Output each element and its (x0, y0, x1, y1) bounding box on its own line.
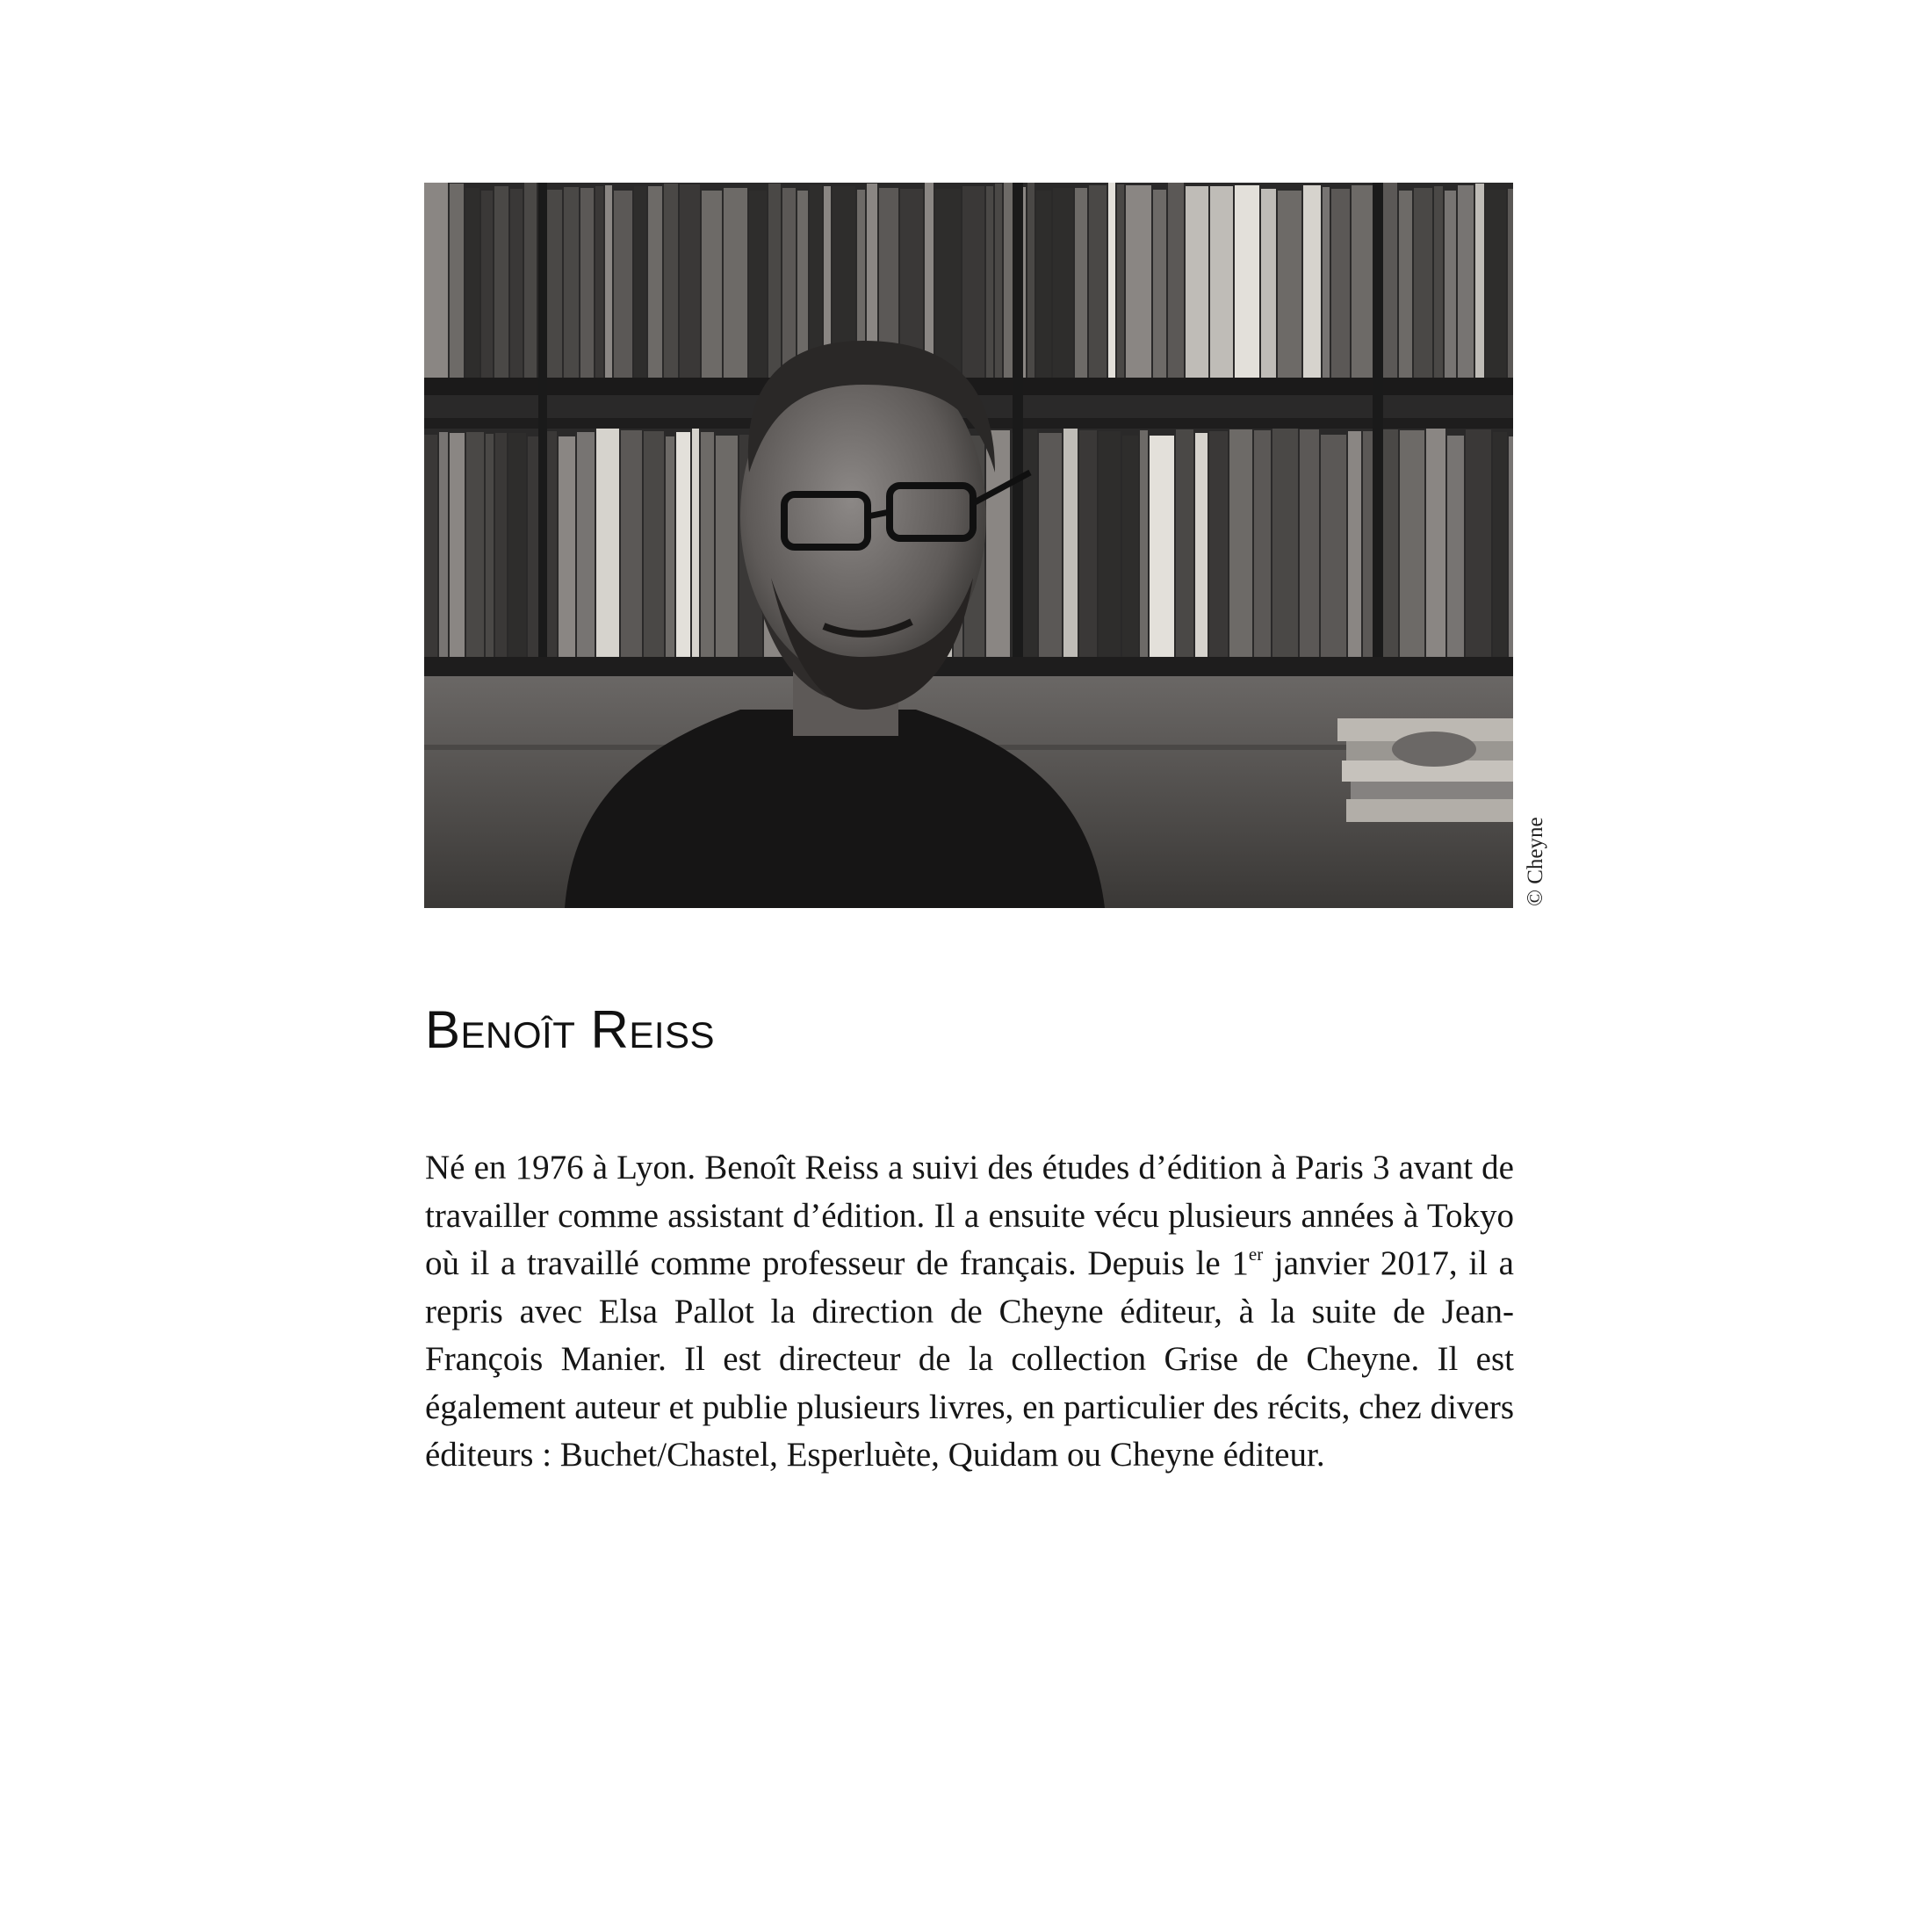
author-photo-image (424, 183, 1513, 908)
author-photo (424, 183, 1513, 908)
author-name: Benoît Reiss (425, 1000, 716, 1059)
bio-superscript: er (1248, 1244, 1264, 1265)
bio-text-2: janvier 2017, il a repris avec Elsa Pallot la direction de Cheyne éditeur, à la suite de Jean-François Manier. Il est directeur de la collection Grise de Cheyne. Il est également auteur et publie plusieurs livres, en particulier des récits, chez divers éditeurs : Buchet/Chastel, Esperluète, Quidam ou Cheyne éditeur. (425, 1244, 1514, 1474)
bio-text-1: Né en 1976 à Lyon. Benoît Reiss a suivi des études d’édition à Paris 3 avant de travailler comme assistant d’édition. Il a ensuite vécu plusieurs années à Tokyo où il a travaillé comme professeur de français. Depuis le 1 (425, 1149, 1514, 1282)
upper-shelf (424, 183, 1513, 386)
photo-credit: © Cheyne (1524, 817, 1547, 906)
author-bio (425, 1144, 1514, 1480)
